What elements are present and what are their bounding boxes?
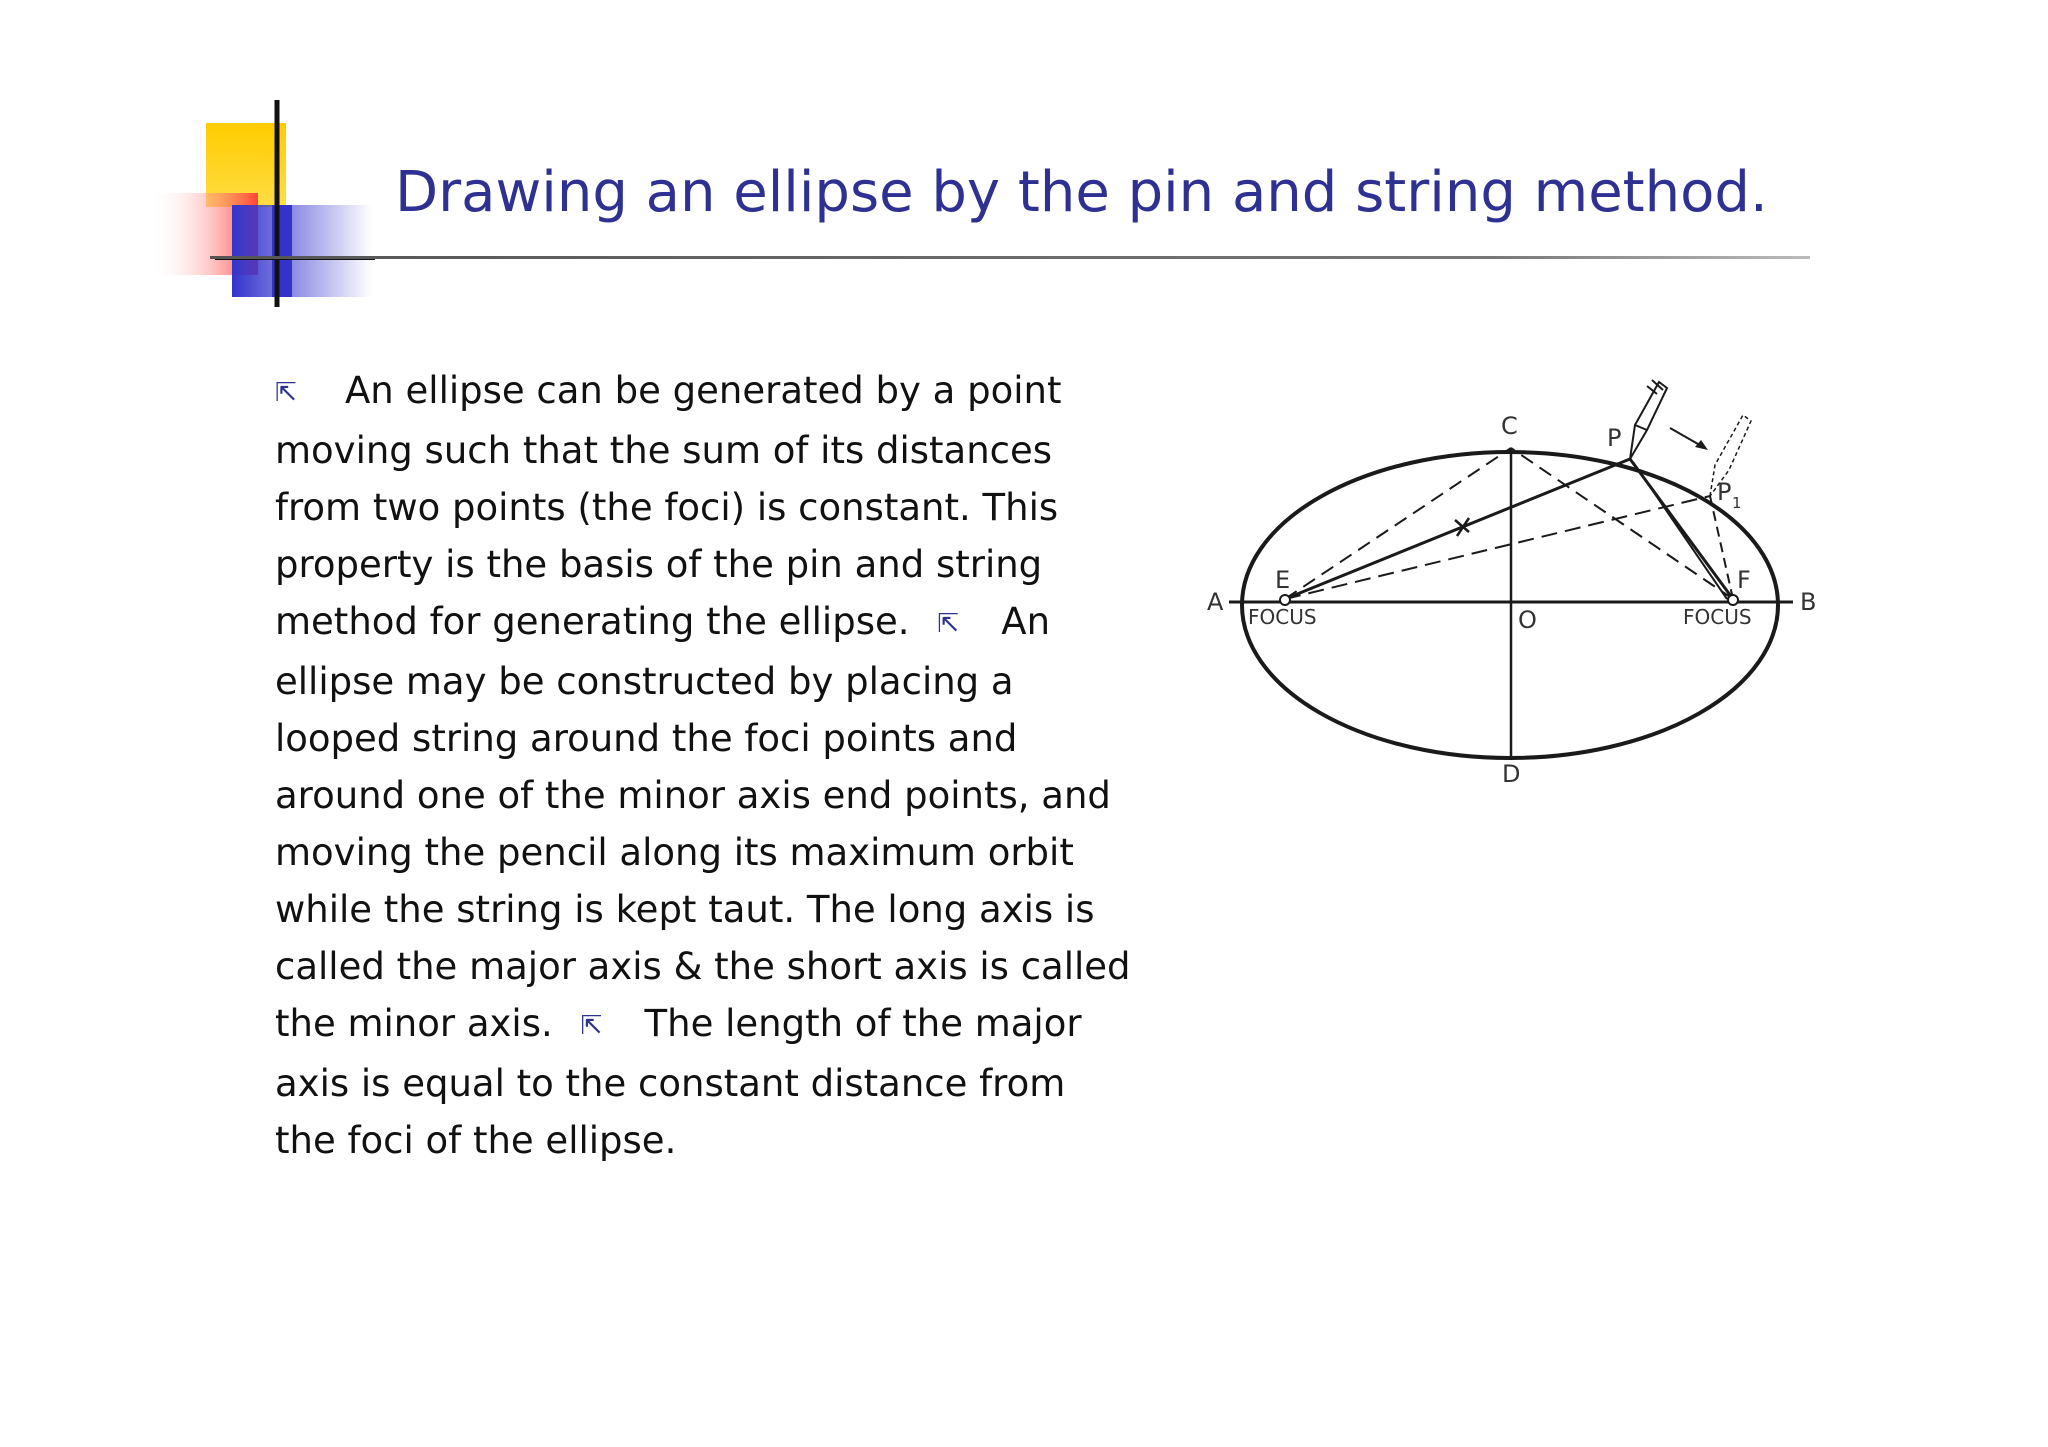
focus-point-F: [1728, 595, 1738, 605]
paragraph-text: The length of the major axis is equal to the constant distance from the foci of the ellipse.: [275, 1002, 1082, 1162]
deco-blue-square: [232, 205, 372, 297]
label-focus-left: FOCUS: [1248, 605, 1317, 629]
label-P: P: [1607, 424, 1622, 452]
label-O: O: [1518, 606, 1537, 634]
string-F-C: [1511, 448, 1733, 599]
bullet-icon: ⇱: [580, 1011, 603, 1041]
label-P1-subscript: 1: [1732, 494, 1742, 512]
bullet-icon: ⇱: [937, 609, 960, 639]
pencil-icon: [1630, 380, 1667, 459]
label-E: E: [1275, 566, 1291, 594]
paragraph: [275, 362, 1135, 1169]
paragraph-text: An ellipse may be constructed by placing a looped string around the foci points and around one of the minor axis end points, and moving the pencil along its maximum orbit while the string is kept taut. The long axis is called the major axis & the short axis is called the minor axis.: [275, 600, 1131, 1045]
title-rule: [210, 255, 1810, 261]
label-focus-right: FOCUS: [1683, 605, 1752, 629]
string-E-P: [1285, 459, 1630, 599]
label-D: D: [1502, 760, 1521, 788]
ellipse-diagram: [1205, 370, 1845, 800]
label-F: F: [1737, 566, 1751, 594]
focus-point-E: [1280, 595, 1290, 605]
body-text: [275, 362, 1135, 1169]
label-B: B: [1800, 588, 1817, 616]
string-F-P-2: [1633, 462, 1727, 599]
bullet-icon: ⇱: [275, 378, 297, 408]
string-E-C: [1285, 448, 1511, 599]
label-A: A: [1207, 588, 1224, 616]
label-C: C: [1501, 412, 1518, 440]
decorative-logo: [140, 95, 380, 315]
paragraph-text: An ellipse can be generated by a point moving such that the sum of its distances from two points (the foci) is constant. This property is the basis of the pin and string method for generating the ellipse.: [275, 369, 1062, 643]
label-P1: P: [1717, 478, 1732, 506]
slide-title: Drawing an ellipse by the pin and string method.: [395, 160, 1768, 225]
